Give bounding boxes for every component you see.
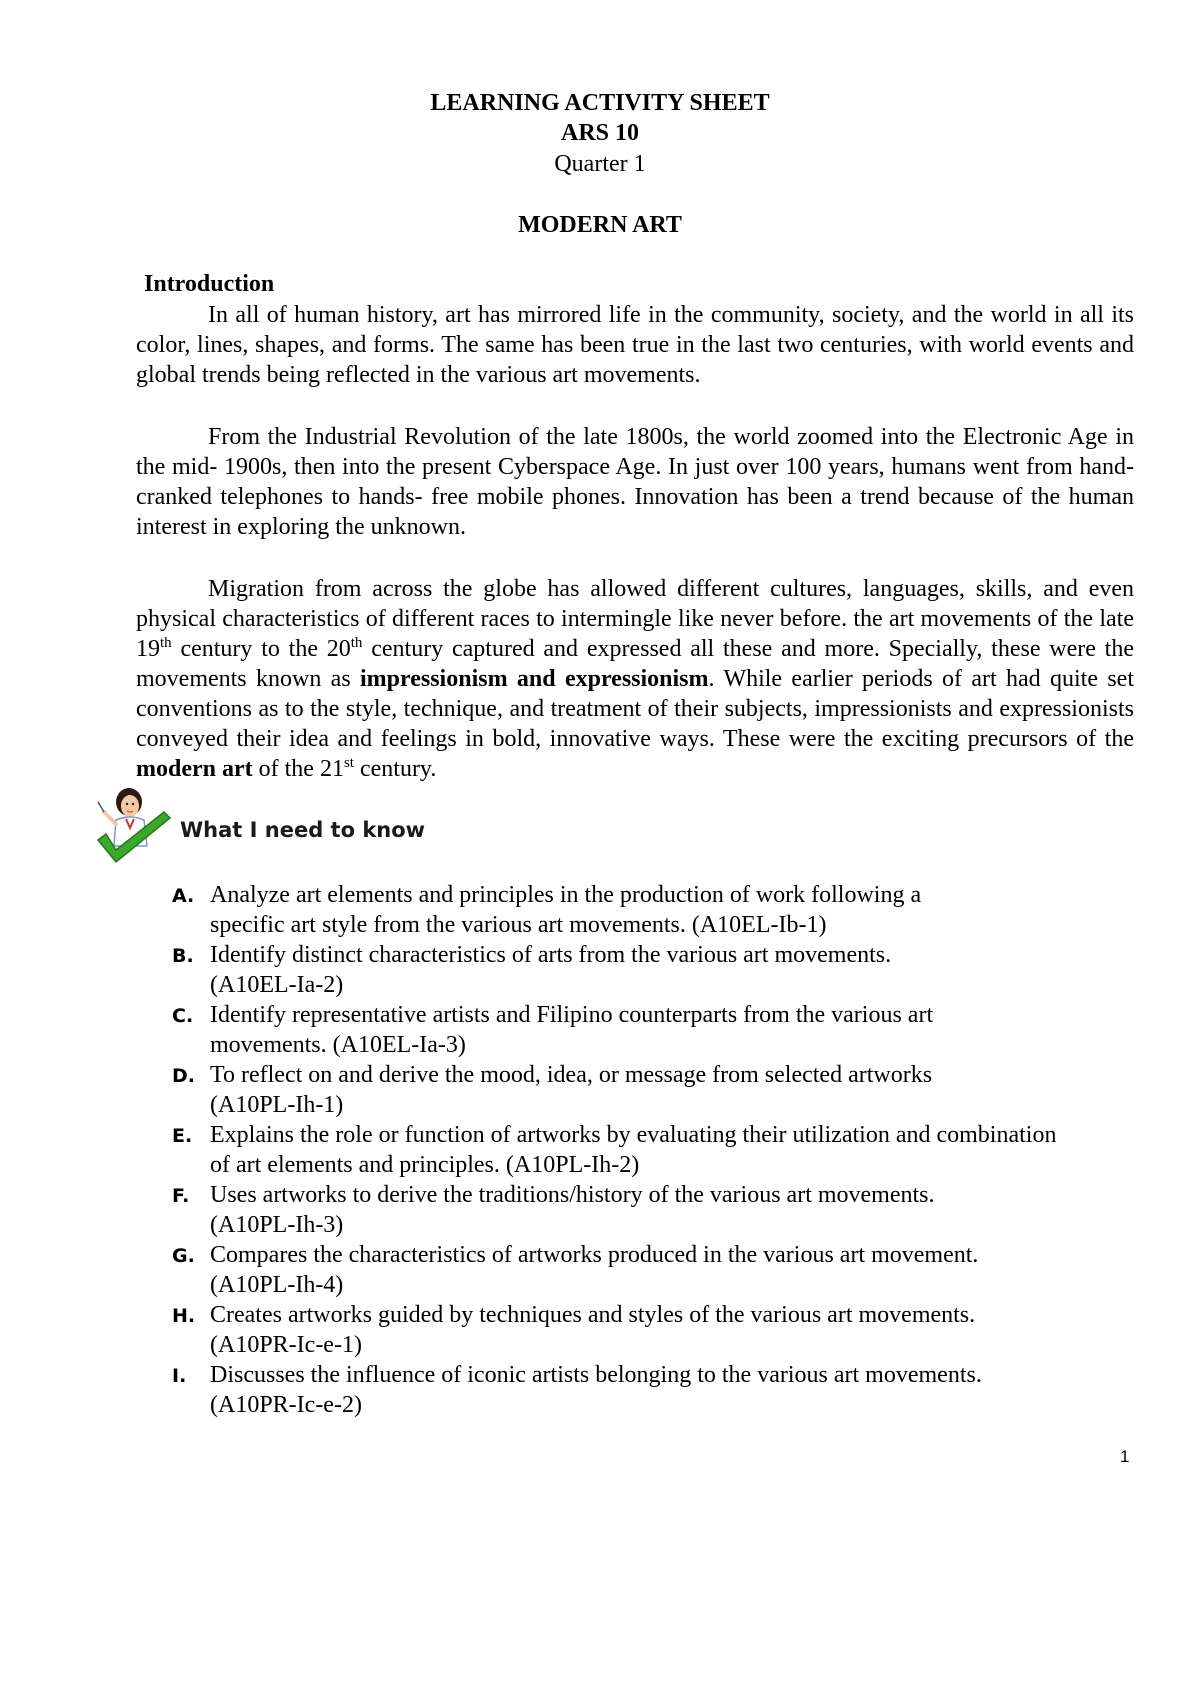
intro-paragraph-2: From the Industrial Revolution of the late 1800s, the world zoomed into the Electronic Age in the mid- 1900s, then into the present Cyberspace Age. In just over 100 years, humans went from hand-cranked telephones to hands- free mobile phones. Innovation has been a trend because of the human interest in exploring the unknown. bbox=[136, 424, 1134, 540]
objective-text-line-1: To reflect on and derive the mood, idea, or message from selected artworks bbox=[210, 1062, 933, 1088]
objective-letter: H. bbox=[172, 1305, 196, 1327]
objective-letter: A. bbox=[172, 885, 195, 907]
objective-item bbox=[172, 1120, 1132, 1180]
objective-text-line-1: Analyze art elements and principles in the production of work following a bbox=[210, 882, 922, 908]
p3-text-a: Migration from across the globe has allowed different cultures, languages, skills, and even physical characteristics of different races to intermingle like never before. the art movements of the late 19 bbox=[136, 576, 1134, 662]
p3-bold-modern-art: modern art bbox=[136, 756, 253, 782]
objective-item bbox=[172, 940, 1132, 1000]
objective-text-line-2: (A10PR-Ic-e-2) bbox=[210, 1392, 362, 1418]
objective-item bbox=[172, 1360, 1132, 1420]
objective-text-line-2: of art elements and principles. (A10PL-Ih-2) bbox=[210, 1152, 640, 1178]
p3-sup-th-2: th bbox=[350, 635, 363, 651]
intro-paragraph-3 bbox=[136, 574, 1134, 784]
topic-title: MODERN ART bbox=[518, 212, 682, 238]
p3-text-d: . While earlier periods of art had quite set conventions as to the style, technique, and treatment of their subjects, impressionists and expressionists conveyed their idea and feelings in bold, innovative ways. These were the exciting precursors of the bbox=[136, 666, 1134, 752]
objective-text-line-2: (A10PR-Ic-e-1) bbox=[210, 1332, 362, 1358]
objective-letter: G. bbox=[172, 1245, 195, 1267]
p3-bold-movements: impressionism and expressionism bbox=[360, 666, 709, 692]
p3-text-c: century captured and expressed all these and more. Specially, these were the movements known as bbox=[136, 636, 1134, 692]
p3-text-f: century. bbox=[353, 756, 437, 782]
p3-text-b: century to the 20 bbox=[171, 636, 351, 662]
objective-text-line-1: Identify representative artists and Filipino counterparts from the various art bbox=[210, 1002, 934, 1028]
objective-text-line-2: movements. (A10EL-Ia-3) bbox=[210, 1032, 466, 1058]
page-number: 1 bbox=[1120, 1447, 1130, 1466]
objective-text-line-2: (A10PL-Ih-3) bbox=[210, 1212, 344, 1238]
objective-letter: E. bbox=[172, 1125, 193, 1147]
learning-objectives-list bbox=[172, 880, 1132, 1420]
p3-sup-th-1: th bbox=[160, 635, 172, 651]
objective-text-line-1: Explains the role or function of artworks by evaluating their utilization and combination bbox=[210, 1122, 1057, 1148]
p3-sup-st: st bbox=[343, 755, 354, 771]
objective-text-line-2: (A10EL-Ia-2) bbox=[210, 972, 344, 998]
objective-text-line-1: Identify distinct characteristics of arts from the various art movements. bbox=[210, 942, 892, 968]
quarter-label: Quarter 1 bbox=[554, 151, 646, 177]
objective-letter: B. bbox=[172, 945, 194, 967]
what-i-need-to-know-heading: What I need to know bbox=[180, 818, 426, 842]
p3-text-e: of the 21 bbox=[252, 756, 344, 782]
objective-letter: D. bbox=[172, 1065, 195, 1087]
objective-text-line-1: Discusses the influence of iconic artists belonging to the various art movements. bbox=[210, 1362, 982, 1388]
objective-text-line-2: (A10PL-Ih-1) bbox=[210, 1092, 344, 1118]
objective-letter: I. bbox=[172, 1365, 187, 1387]
objective-item bbox=[172, 1060, 1132, 1120]
objective-text-line-2: (A10PL-Ih-4) bbox=[210, 1272, 344, 1298]
subject-code: ARS 10 bbox=[560, 120, 639, 146]
objective-item bbox=[172, 880, 1132, 940]
teacher-checkmark-icon bbox=[92, 782, 174, 874]
intro-paragraph-1: In all of human history, art has mirrored life in the community, society, and the world in all its color, lines, shapes, and forms. The same has been true in the last two centuries, with world events and global trends being reflected in the various art movements. bbox=[136, 302, 1134, 388]
objective-text-line-1: Creates artworks guided by techniques and styles of the various art movements. bbox=[210, 1302, 976, 1328]
introduction-heading: Introduction bbox=[144, 271, 275, 297]
objective-text-line-1: Uses artworks to derive the traditions/history of the various art movements. bbox=[210, 1182, 935, 1208]
objective-item bbox=[172, 1180, 1132, 1240]
objective-text-line-1: Compares the characteristics of artworks produced in the various art movement. bbox=[210, 1242, 979, 1268]
objective-item bbox=[172, 1000, 1132, 1060]
document-title: LEARNING ACTIVITY SHEET bbox=[430, 90, 770, 116]
objective-item bbox=[172, 1300, 1132, 1360]
objective-letter: F. bbox=[172, 1185, 190, 1207]
objective-item bbox=[172, 1240, 1132, 1300]
objective-text-line-2: specific art style from the various art movements. (A10EL-Ib-1) bbox=[210, 912, 827, 938]
objective-letter: C. bbox=[172, 1005, 194, 1027]
